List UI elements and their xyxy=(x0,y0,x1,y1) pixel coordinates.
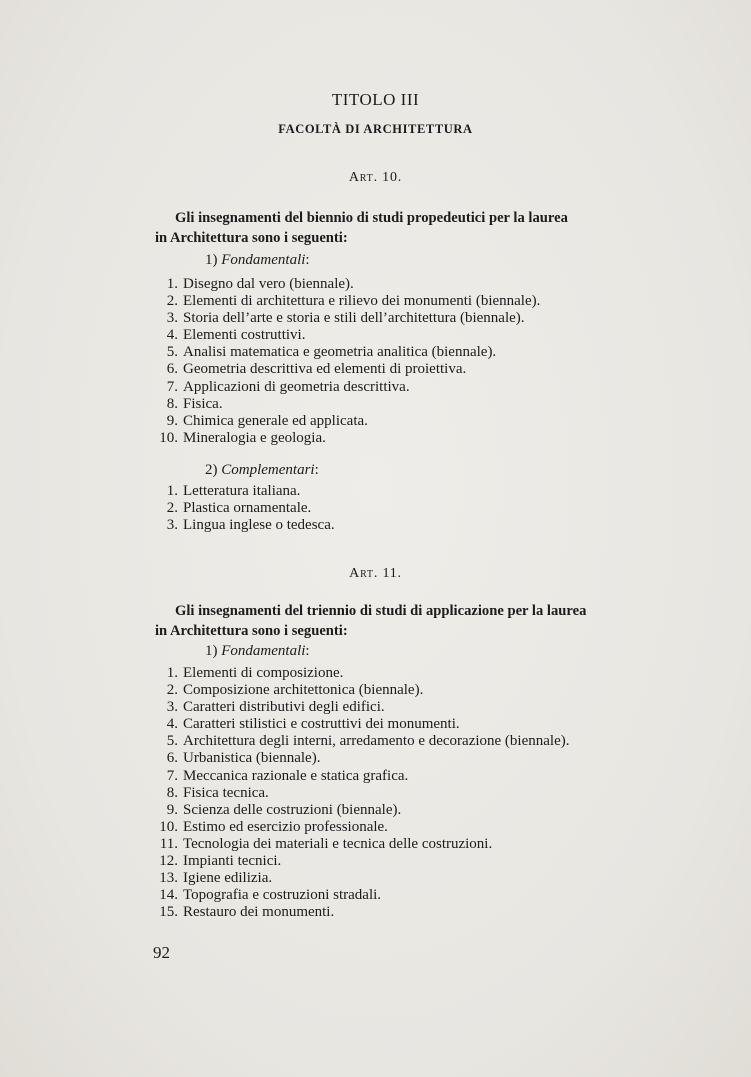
list-item-text: Geometria descrittiva ed elementi di proiettiva. xyxy=(183,361,467,378)
article-10-fondamentali-heading xyxy=(205,252,310,269)
list-item xyxy=(150,327,540,344)
article-11-heading-text: Art. 11. xyxy=(349,566,402,581)
list-item xyxy=(150,699,569,716)
article-10-fondamentali-list xyxy=(150,276,540,447)
list-item-text: Architettura degli interni, arredamento e decorazione (biennale). xyxy=(183,733,570,750)
list-item xyxy=(150,904,569,921)
list-item xyxy=(150,665,569,682)
list-item-text: Meccanica razionale e statica grafica. xyxy=(183,767,409,784)
list-item-text: Chimica generale ed applicata. xyxy=(183,412,368,429)
list-item-number: 13. xyxy=(159,870,178,887)
list-item xyxy=(150,361,540,378)
list-item xyxy=(150,500,335,517)
article-10-complementari-list xyxy=(150,483,335,534)
section-number: 2) xyxy=(205,462,218,478)
list-item-number: 4. xyxy=(166,327,178,344)
list-item-number: 2. xyxy=(166,682,178,699)
list-item-text: Analisi matematica e geometria analitica (biennale). xyxy=(183,344,497,361)
article-10-intro-line1: Gli insegnamenti del biennio di studi propedeutici per la laurea xyxy=(175,210,568,226)
list-item-number: 12. xyxy=(159,853,178,870)
section-label: Fondamentali xyxy=(221,643,306,659)
article-10-intro-line2: in Architettura sono i seguenti: xyxy=(155,230,348,246)
article-11-intro-line2: in Architettura sono i seguenti: xyxy=(155,623,348,639)
list-item xyxy=(150,733,569,750)
list-item xyxy=(150,276,540,293)
section-colon: : xyxy=(305,252,310,268)
list-item xyxy=(150,310,540,327)
page-number: 92 xyxy=(153,943,170,962)
list-item-number: 5. xyxy=(166,344,178,361)
list-item-text: Disegno dal vero (biennale). xyxy=(183,276,354,292)
list-item xyxy=(150,483,335,500)
list-item xyxy=(150,802,569,819)
list-item-number: 3. xyxy=(166,699,178,716)
list-item-text: Topografia e costruzioni stradali. xyxy=(183,887,382,904)
list-item-text: Elementi di composizione. xyxy=(183,665,344,681)
list-item xyxy=(150,517,335,534)
list-item-number: 3. xyxy=(166,517,178,534)
article-11-fondamentali-list xyxy=(150,665,569,921)
list-item-text: Caratteri stilistici e costruttivi dei monumenti. xyxy=(183,716,460,733)
subtitle-facolta: FACOLTÀ DI ARCHITETTURA xyxy=(278,122,473,136)
list-item xyxy=(150,768,569,785)
article-10-complementari-heading xyxy=(205,462,319,479)
list-item-number: 6. xyxy=(166,750,178,767)
list-item-number: 2. xyxy=(166,293,178,310)
list-item xyxy=(150,785,569,802)
list-item-number: 8. xyxy=(166,395,178,412)
list-item xyxy=(150,413,540,430)
list-item xyxy=(150,819,569,836)
list-item-text: Elementi costruttivi. xyxy=(183,327,306,344)
list-item-text: Fisica. xyxy=(183,395,223,412)
article-11-intro xyxy=(155,601,615,641)
list-item-text: Fisica tecnica. xyxy=(183,784,269,801)
list-item-number: 7. xyxy=(166,767,178,784)
list-item xyxy=(150,682,569,699)
list-item-text: Igiene edilizia. xyxy=(183,870,273,887)
list-item xyxy=(150,430,540,447)
list-item-number: 14. xyxy=(159,887,178,904)
section-colon: : xyxy=(314,462,319,478)
article-10-heading xyxy=(0,170,751,186)
list-item-text: Mineralogia e geologia. xyxy=(183,429,326,446)
article-11-fondamentali-heading xyxy=(205,643,310,660)
list-item-text: Scienza delle costruzioni (biennale). xyxy=(183,801,402,818)
section-number: 1) xyxy=(205,643,218,659)
article-10-heading-text: Art. 10. xyxy=(348,170,403,185)
list-item xyxy=(150,293,540,310)
list-item-text: Plastica ornamentale. xyxy=(183,500,312,517)
article-11-heading xyxy=(0,566,751,582)
section-label: Fondamentali xyxy=(221,252,306,268)
list-item-text: Urbanistica (biennale). xyxy=(183,750,321,767)
list-item-text: Composizione architettonica (biennale). xyxy=(183,682,424,699)
list-item-text: Storia dell’arte e storia e stili dell’architettura (biennale). xyxy=(183,310,525,327)
section-colon: : xyxy=(305,643,310,659)
list-item xyxy=(150,716,569,733)
list-item-number: 7. xyxy=(166,378,178,395)
list-item-number: 1. xyxy=(166,483,178,499)
list-item-text: Applicazioni di geometria descrittiva. xyxy=(183,378,410,395)
list-item-text: Elementi di architettura e rilievo dei monumenti (biennale). xyxy=(183,293,541,310)
list-item-number: 10. xyxy=(159,429,178,446)
list-item-number: 15. xyxy=(159,904,178,921)
list-item-number: 2. xyxy=(166,500,178,517)
section-label: Complementari xyxy=(221,462,315,478)
article-10-intro xyxy=(155,208,615,248)
list-item-number: 9. xyxy=(166,412,178,429)
list-item-number: 11. xyxy=(159,835,178,852)
list-item xyxy=(150,870,569,887)
list-item-number: 8. xyxy=(166,784,178,801)
list-item-text: Lingua inglese o tedesca. xyxy=(183,517,335,534)
list-item-text: Letteratura italiana. xyxy=(183,483,301,499)
list-item-number: 4. xyxy=(166,716,178,733)
list-item-text: Estimo ed esercizio professionale. xyxy=(183,818,388,835)
article-11-intro-line1: Gli insegnamenti del triennio di studi di applicazione per la laurea xyxy=(175,603,587,619)
list-item xyxy=(150,750,569,767)
list-item-number: 10. xyxy=(159,818,178,835)
section-number: 1) xyxy=(205,252,218,268)
list-item xyxy=(150,379,540,396)
list-item xyxy=(150,836,569,853)
title-titolo: TITOLO III xyxy=(331,90,420,109)
list-item-number: 5. xyxy=(166,733,178,750)
list-item-text: Impianti tecnici. xyxy=(183,853,282,870)
list-item xyxy=(150,344,540,361)
list-item xyxy=(150,396,540,413)
list-item-number: 1. xyxy=(166,276,178,292)
list-item-text: Caratteri distributivi degli edifici. xyxy=(183,699,385,716)
list-item-number: 6. xyxy=(166,361,178,378)
list-item-number: 3. xyxy=(166,310,178,327)
list-item xyxy=(150,887,569,904)
list-item-text: Tecnologia dei materiali e tecnica delle costruzioni. xyxy=(183,835,493,852)
list-item-number: 1. xyxy=(166,665,178,681)
list-item xyxy=(150,853,569,870)
list-item-number: 9. xyxy=(166,801,178,818)
list-item-text: Restauro dei monumenti. xyxy=(183,904,335,921)
